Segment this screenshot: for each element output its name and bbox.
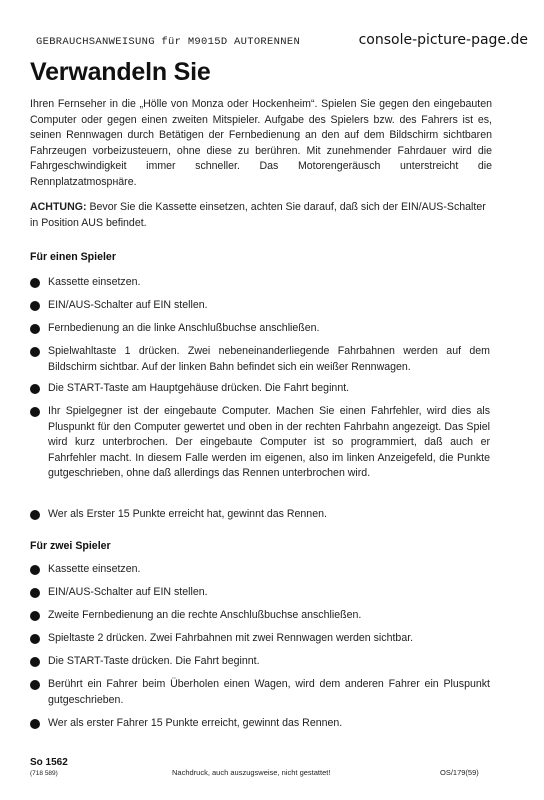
watermark-text: console-picture-page.de bbox=[358, 32, 528, 48]
footer-subcode: (718 589) bbox=[30, 770, 58, 777]
bullet-icon bbox=[30, 588, 40, 598]
page-title: Verwandeln Sie bbox=[30, 58, 211, 86]
warning-text: Bevor Sie die Kassette einsetzen, achten Sie darauf, daß sich der EIN/AUS-Schalter in Position AUS befindet. bbox=[30, 201, 486, 229]
footer-code: So 1562 bbox=[30, 757, 68, 768]
section-heading-single-player: Für einen Spieler bbox=[30, 251, 116, 263]
bullet-icon bbox=[30, 565, 40, 575]
warning-label: ACHTUNG: bbox=[30, 201, 87, 213]
section-heading-two-players: Für zwei Spieler bbox=[30, 540, 111, 552]
intro-paragraph: Ihren Fernseher in die „Hölle von Monza oder Hockenheim“. Spielen Sie gegen den eingebauten Computer oder gegen einen zweiten Mitspieler. Aufgabe des Spielers bzw. des Fahrers ist es, seinen Rennwagen durch Betätigen der Fernbedienung an den auf dem Bildschirm sichtbaren Fahrzeugen vorbeizusteuern, ohne diese zu berühren. Mit zunehmender Fahrdauer wird die Fahrgeschwindigkeit immer schneller. Das Motorengeräusch unterstreicht die Rennplatzatmospнäre. bbox=[30, 98, 492, 188]
page-header bbox=[28, 34, 528, 52]
bullet-icon bbox=[30, 301, 40, 311]
bullet-icon bbox=[30, 324, 40, 334]
bullet-icon bbox=[30, 407, 40, 417]
bullet-icon bbox=[30, 384, 40, 394]
footer-code-block bbox=[30, 757, 68, 777]
bullet-icon bbox=[30, 680, 40, 690]
warning-paragraph bbox=[30, 200, 492, 231]
bullet-icon bbox=[30, 278, 40, 288]
bullet-icon bbox=[30, 719, 40, 729]
bullet-icon bbox=[30, 634, 40, 644]
document-header-title: GEBRAUCHSANWEISUNG für M9015D AUTORENNEN bbox=[36, 36, 301, 48]
footer-reference: OS/179(59) bbox=[440, 768, 479, 777]
footer-notice: Nachdruck, auch auszugsweise, nicht gestattet! bbox=[172, 768, 331, 777]
manual-page: GEBRAUCHSANWEISUNG für M9015D AUTORENNEN console-picture-page.de Verwandeln Sie Ihren Fernseher in die „Hölle von Monza oder Hockenheim“. Spielen Sie gegen den eingebauten Computer oder gegen einen zweiten Mitspieler. Aufgabe des Spielers bzw. des Fahrers ist es, seinen Rennwagen durch Betätigen der Fernbedienung an den auf dem Bildschirm sichtbaren Fahrzeugen vorbeizusteuern, ohne diese zu berühren. Mit zunehmender Fahrdauer wird die Fahrgeschwindigkeit immer schneller. Das Motorengeräusch unterstreicht die Rennplatzatmospнäre. ACHTUNG: Bevor Sie die Kassette einsetzen, achten Sie darauf, daß sich der EIN/AUS-Schalter in Position AUS befindet. Für einen Spieler Kassette einsetzen. EIN/AUS-Schalter auf EIN stellen. Fernbedienung an die linke Anschlußbuchse anschließen. Spielwahltaste 1 drücken. Zwei nebeneinanderliegende Fahrbahnen werden auf dem Bildschirm sichtbar. Auf der linken Bahn befindet sich ein weißer Rennwagen. Die START-Taste am Hauptgehäuse drücken. Die Fahrt beginnt. Ihr Spielgegner ist der eingebaute Computer. Machen Sie einen Fahrfehler, wird dies als Pluspunkt für den Computer gewertet und oben in der rechten Fahrbahn angezeigt. Das Spiel wird kurz unterbrochen. Der eingebaute Computer ist so programmiert, daß auch er Fahrfehler macht. In diesem Falle werden im eigenen, also im linken Anzeigefeld, die Punkte gutgeschrieben, ohne daß allerdings das Rennen unterbrochen wird. Wer als Erster 15 Punkte erreicht hat, gewinnt das Rennen. Für zwei Spieler Kassette einsetzen. EIN/AUS-Schalter auf EIN stellen. Zweite Fernbedienung an die rechte Anschlußbuchse anschließen. Spieltaste 2 drücken. Zwei Fahrbahnen mit zwei Rennwagen werden sichtbar. Die START-Taste drücken. Die Fahrt beginnt. Berührt ein Fahrer beim Überholen einen Wagen, wird dem anderen Fahrer ein Pluspunkt gutgeschrieben. Wer als erster Fahrer 15 Punkte erreicht, gewinnt das Rennen. So 1562 (718 589) Nachdruck, auch auszugsweise, nicht gestattet! OS/179(59) bbox=[30, 32, 528, 777]
bullet-icon bbox=[30, 347, 40, 357]
bullet-icon bbox=[30, 611, 40, 621]
bullet-icon bbox=[30, 510, 40, 520]
bullet-icon bbox=[30, 657, 40, 667]
